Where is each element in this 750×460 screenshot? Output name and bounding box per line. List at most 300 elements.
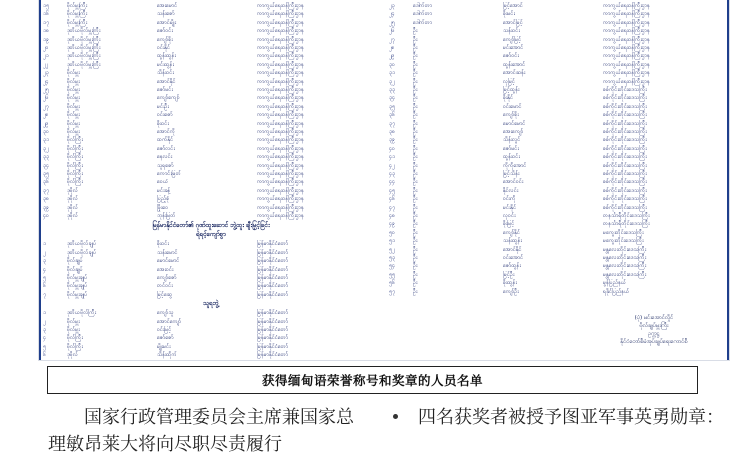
rank-cell: ဗိုလ်ကြီး	[67, 343, 83, 350]
table-row	[43, 44, 379, 52]
row-number: ၆	[43, 283, 47, 290]
name-cell: မောင်မောင်	[503, 120, 526, 127]
department-cell: မြန်မာနိုင်ငံတော်	[257, 275, 289, 281]
row-number: ၃၈	[389, 129, 396, 135]
rank-cell: ဦး	[413, 36, 418, 43]
rank-cell: ဦး	[413, 45, 418, 51]
rank-cell: ဗိုလ်မှူး	[67, 327, 80, 333]
rank-cell: ဒုဗိုလ်	[67, 352, 78, 359]
row-number: ၆	[43, 352, 47, 359]
rank-cell: ဦး	[413, 95, 418, 102]
name-cell: ဝင်းကို	[503, 196, 516, 203]
name-cell: ဇော်ဝင်း	[157, 28, 173, 35]
department-cell: ကာကွယ်ရေးဝန်ကြီးဌာန	[603, 36, 650, 43]
table-row	[389, 128, 725, 136]
department-cell: ကာကွယ်ရေးဝန်ကြီးဌာန	[257, 137, 304, 144]
table-row	[389, 220, 725, 228]
row-number: ၄၆	[389, 196, 396, 203]
row-number: ၂၇	[43, 103, 49, 110]
table-row	[389, 19, 725, 27]
rank-cell: ဦး	[413, 271, 418, 278]
row-number: ၁၅	[43, 3, 50, 9]
department-cell: ကာကွယ်ရေးဝန်ကြီးဌာန	[603, 11, 650, 18]
table-row	[43, 10, 379, 18]
rank-cell: ဦး	[413, 154, 418, 161]
name-cell: အောင်နိုင်	[157, 78, 176, 85]
name-cell: သိန်းဝင်း	[157, 70, 174, 77]
department-cell: မြန်မာနိုင်ငံတော်	[257, 343, 289, 350]
row-number: ၃၂	[389, 78, 395, 85]
row-number: ၄၃	[389, 171, 396, 177]
row-number: ၂၆	[43, 95, 49, 102]
name-cell: သန်းမောင်	[157, 249, 178, 256]
rank-cell: ဦး	[413, 238, 418, 245]
table-row	[43, 309, 379, 317]
name-cell: မောင်မောင်	[157, 258, 180, 265]
rank-cell: ဗိုလ်ကြီး	[67, 171, 83, 177]
rank-cell: ဗိုလ်မှူး	[67, 129, 80, 135]
rank-cell: ဦး	[413, 145, 418, 152]
name-cell: ဝေယံ	[157, 179, 169, 186]
rank-cell: ဦး	[413, 213, 418, 219]
rank-cell: ဦး	[413, 162, 418, 169]
name-cell: အောင်နိုင်	[503, 246, 522, 253]
name-cell: မင်းထွန်း	[157, 61, 174, 68]
table-row	[43, 19, 379, 27]
table-row	[43, 249, 379, 257]
department-cell: စစ်ကိုင်းတိုင်းဒေသကြီး	[603, 171, 647, 177]
department-cell: ကာကွယ်ရေးဝန်ကြီးဌာန	[257, 11, 304, 18]
department-cell: ကာကွယ်ရေးဝန်ကြီးဌာန	[603, 19, 650, 26]
table-row	[43, 2, 379, 10]
row-number: ၂၅	[389, 19, 395, 26]
signature-line: ဥက္ကဋ္ဌ	[648, 331, 660, 337]
table-row	[389, 229, 725, 237]
name-cell: ဖြိုးဝေ	[157, 204, 169, 211]
row-number: ၄၇	[389, 204, 396, 211]
department-cell: ကာကွယ်ရေးဝန်ကြီးဌာန	[257, 45, 304, 51]
rank-cell: ဗိုလ်ကြီး	[67, 162, 83, 169]
table-row	[43, 178, 379, 186]
table-row	[43, 27, 379, 35]
name-cell: သန်းထွန်း	[503, 238, 522, 245]
name-cell: မြင့်သိန်း	[503, 171, 520, 177]
department-cell: ကာကွယ်ရေးဝန်ကြီးဌာန	[603, 61, 650, 68]
name-cell: စိုးဝင်း	[157, 241, 169, 248]
rank-cell: ဦး	[413, 221, 418, 228]
row-number: ၁	[43, 310, 47, 317]
name-cell: သန်းဇော်	[157, 11, 175, 18]
department-cell: ကာကွယ်ရေးဝန်ကြီးဌာန	[257, 179, 304, 186]
name-cell: စိုးနိုင်	[503, 95, 514, 102]
department-cell: စစ်ကိုင်းတိုင်းဒေသကြီး	[603, 120, 647, 127]
rank-cell: ဗိုလ်မှူး	[67, 103, 80, 110]
department-cell: မန္တလေးတိုင်းဒေသကြီး	[603, 255, 647, 261]
row-number: ၃၇	[43, 187, 50, 194]
department-cell: ကာကွယ်ရေးဝန်ကြီးဌာန	[257, 187, 304, 194]
row-number: ၄၀	[389, 145, 396, 152]
rank-cell: ဗိုလ်မှူး	[67, 318, 80, 325]
rank-cell: ဦး	[413, 255, 418, 261]
name-cell: နေလင်း	[157, 154, 173, 161]
name-cell: ကောင်းမြတ်	[157, 171, 182, 177]
department-cell: ကာကွယ်ရေးဝန်ကြီးဌာန	[257, 120, 304, 127]
department-cell: ကာကွယ်ရေးဝန်ကြီးဌာန	[257, 162, 304, 169]
row-number: ၃၅	[43, 171, 50, 177]
rank-cell: ဦး	[413, 171, 418, 177]
rank-cell: ဗိုလ်ကြီး	[67, 179, 83, 186]
department-cell: စစ်ကိုင်းတိုင်းဒေသကြီး	[603, 103, 647, 110]
department-cell: မြန်မာနိုင်ငံတော်	[257, 266, 289, 273]
department-cell: ကာကွယ်ရေးဝန်ကြီးဌာန	[603, 78, 650, 85]
row-number: ၂၈	[43, 112, 49, 119]
row-number: ၅၁	[389, 238, 396, 245]
table-row	[43, 326, 379, 334]
department-cell: ကာကွယ်ရေးဝန်ကြီးဌာန	[257, 19, 304, 26]
table-row	[389, 187, 725, 195]
row-number: ၂၂	[43, 61, 49, 68]
name-cell: အောင်ကို	[157, 129, 176, 135]
table-row	[389, 254, 725, 262]
rank-cell: ဗိုလ်မှူးကြီး	[67, 19, 88, 26]
rank-cell: ဗိုလ်ကြီး	[67, 137, 83, 144]
table-row	[389, 262, 725, 270]
table-row	[43, 187, 379, 195]
rank-cell: ဒေါက်တာ	[413, 19, 433, 26]
name-cell: ကျော်စိုး	[157, 36, 173, 43]
department-cell: ကာကွယ်ရေးဝန်ကြီးဌာန	[257, 129, 304, 135]
table-row	[389, 279, 725, 287]
rank-cell: ဗိုလ်မှူး	[67, 112, 80, 119]
rank-cell: ဒုတိယဗိုလ်မှူးကြီး	[67, 36, 101, 43]
table-row	[43, 69, 379, 77]
department-cell: ကာကွယ်ရေးဝန်ကြီးဌာန	[257, 112, 304, 119]
row-number: ၅၇	[389, 288, 396, 295]
rank-cell: ဦး	[413, 129, 418, 135]
name-cell: ကျော်မြင့်	[503, 36, 522, 43]
department-cell: မြန်မာနိုင်ငံတော်	[257, 249, 289, 256]
table-row	[43, 111, 379, 119]
rank-cell: ဦး	[413, 204, 418, 211]
table-row	[389, 195, 725, 203]
section-subheading: ရဲရင့်ကျော်စွာ	[196, 231, 226, 239]
name-cell: ကျော်သူ	[157, 310, 174, 317]
table-row	[389, 170, 725, 178]
row-number: ၄၉	[389, 221, 396, 228]
row-number: ၃၆	[43, 179, 50, 186]
row-number: ၂၄	[43, 78, 49, 85]
department-cell: စစ်ကိုင်းတိုင်းဒေသကြီး	[603, 145, 647, 152]
table-row	[43, 351, 379, 359]
department-cell: ကာကွယ်ရေးဝန်ကြီးဌာန	[603, 53, 650, 60]
table-row	[389, 103, 725, 111]
department-cell: ကာကွယ်ရေးဝန်ကြီးဌာန	[257, 103, 304, 110]
name-cell: ဇော်ဝင်း	[503, 53, 519, 60]
caption-text: 获得缅甸语荣誉称号和奖章的人员名单	[261, 373, 483, 388]
rank-cell: ဒုတိယဗိုလ်မှူးကြီး	[67, 61, 101, 68]
table-row	[389, 237, 725, 245]
rank-cell: ဦး	[413, 137, 418, 144]
row-number: ၃၅	[389, 103, 396, 110]
name-cell: တင်ဝင်း	[157, 283, 173, 290]
table-row	[43, 94, 379, 102]
rank-cell: ဒုတိယဗိုလ်မှူးကြီး	[67, 45, 101, 51]
department-cell: စစ်ကိုင်းတိုင်းဒေသကြီး	[603, 154, 647, 161]
row-number: ၅၂	[389, 246, 395, 253]
table-row	[389, 288, 725, 296]
row-number: ၃၄	[389, 95, 396, 102]
name-cell: မြင့်အောင်	[503, 3, 523, 9]
table-row	[389, 10, 725, 18]
name-cell: ဇော်ဇော်	[157, 335, 174, 342]
row-number: ၇	[43, 291, 47, 298]
name-cell: မင်းနိုင်	[503, 204, 517, 211]
row-number: ၃၄	[43, 162, 50, 169]
rank-cell: ဦး	[413, 53, 418, 60]
signature-block	[589, 314, 719, 346]
table-row	[389, 271, 725, 279]
row-number: ၂၅	[43, 87, 49, 93]
rank-cell: ဗိုလ်ကြီး	[67, 145, 83, 152]
row-number: ၁၉	[43, 36, 50, 43]
department-cell: စစ်ကိုင်းတိုင်းဒေသကြီး	[603, 179, 647, 186]
table-row	[389, 44, 725, 52]
row-number: ၂၃	[43, 70, 49, 77]
department-cell: ကာကွယ်ရေးဝန်ကြီးဌာန	[257, 196, 304, 203]
rank-cell: ဦး	[413, 61, 418, 68]
name-cell: အောင်ဝင်း	[503, 179, 524, 186]
rank-cell: ဗိုလ်မှူးကြီး	[67, 11, 88, 18]
name-cell: နိုင်လင်း	[503, 187, 519, 194]
name-cell: ဇော်မင်း	[157, 87, 173, 93]
table-row	[43, 266, 379, 274]
department-cell: မကွေးတိုင်းဒေသကြီး	[603, 229, 644, 236]
rank-cell: ဗိုလ်ကြီး	[67, 335, 83, 342]
name-cell: သိန်းထိုက်	[157, 352, 177, 359]
table-row	[43, 334, 379, 342]
department-cell: မြန်မာနိုင်ငံတော်	[257, 258, 289, 265]
table-row	[43, 257, 379, 265]
rank-cell: ဗိုလ်မှူး	[67, 78, 80, 85]
row-number: ၂၆	[389, 28, 395, 35]
name-cell: မင်းခန့်	[157, 187, 171, 194]
table-row	[43, 61, 379, 69]
row-number: ၄၀	[43, 213, 50, 219]
row-number: ၄	[43, 266, 47, 273]
row-number: ၃၀	[389, 61, 396, 68]
row-number: ၁၇	[43, 19, 50, 26]
name-cell: ပြည့်စုံ	[157, 196, 170, 203]
table-row	[389, 136, 725, 144]
table-row	[389, 78, 725, 86]
table-row	[389, 162, 725, 170]
rank-cell: ဦး	[413, 28, 418, 35]
row-number: ၅၀	[389, 229, 396, 236]
rank-cell: ဒေါက်တာ	[413, 3, 433, 9]
name-cell: လှမြင့်	[503, 78, 516, 85]
table-row	[43, 291, 379, 299]
department-cell: မန္တလေးတိုင်းဒေသကြီး	[603, 263, 647, 270]
table-row	[43, 136, 379, 144]
department-cell: မန္တလေးတိုင်းဒေသကြီး	[603, 271, 647, 278]
department-cell: ကာကွယ်ရေးဝန်ကြီးဌာန	[257, 28, 304, 35]
rank-cell: ဗိုလ်မှူးကြီး	[67, 3, 88, 9]
table-row	[43, 204, 379, 212]
department-cell: ကာကွယ်ရေးဝန်ကြီးဌာန	[603, 28, 650, 35]
row-number: ၁၆	[43, 11, 50, 18]
article-paragraph-left: 国家行政管理委员会主席兼国家总理敏昂莱大将向尽职尽责履行	[48, 407, 354, 455]
name-cell: ကျော်စိုး	[503, 112, 519, 119]
department-cell: မွန်ပြည်နယ်	[603, 280, 627, 287]
row-number: ၂၉	[43, 120, 49, 127]
row-number: ၅၄	[389, 263, 396, 270]
name-cell: ကျော်နိုင်	[503, 229, 521, 236]
rank-cell: ဦး	[413, 179, 418, 186]
rank-cell: ဦး	[413, 70, 418, 77]
name-cell: မျိုးမင်း	[157, 343, 171, 350]
table-row	[43, 274, 379, 282]
table-row	[389, 94, 725, 102]
department-cell: စစ်ကိုင်းတိုင်းဒေသကြီး	[603, 95, 647, 102]
name-cell: မြင့်ဆွေ	[157, 291, 172, 298]
name-cell: အောင်မျိုး	[157, 19, 176, 26]
name-cell: အေးမောင်	[157, 3, 178, 9]
row-number: ၄၈	[389, 213, 396, 219]
name-cell: ဝင်းနိုင်	[157, 45, 171, 51]
table-left-column	[43, 0, 379, 360]
row-number: ၅၃	[389, 255, 396, 261]
department-cell: ကာကွယ်ရေးဝန်ကြီးဌာန	[603, 3, 650, 9]
signature-line: (ပုံ) မင်းအောင်လှိုင်	[634, 315, 674, 321]
department-cell: စစ်ကိုင်းတိုင်းဒေသကြီး	[603, 112, 647, 119]
rank-cell: ဒုဗိုလ်	[67, 213, 78, 219]
department-cell: ရခိုင်ပြည်နယ်	[603, 288, 630, 295]
row-number: ၄၂	[389, 162, 395, 169]
rank-cell: ဦး	[413, 246, 418, 253]
table-row	[389, 2, 725, 10]
row-number: ၃၃	[389, 87, 396, 93]
row-number: ၄၄	[389, 179, 396, 186]
name-cell: အေးကျော်	[503, 129, 524, 135]
department-cell: မြန်မာနိုင်ငံတော်	[257, 291, 289, 298]
caption-box	[47, 366, 698, 394]
department-cell: စစ်ကိုင်းတိုင်းဒေသကြီး	[603, 87, 647, 93]
table-row	[43, 282, 379, 290]
table-row	[43, 145, 379, 153]
table-row	[389, 69, 725, 77]
row-number: ၃၃	[43, 154, 50, 161]
rank-cell: ဗိုလ်ကြီး	[67, 154, 83, 161]
rank-cell: ဗိုလ်မှူးချုပ်	[67, 283, 88, 290]
name-cell: စိုးထွန်း	[503, 280, 517, 287]
table-row	[389, 27, 725, 35]
table-row	[43, 240, 379, 248]
rank-cell: ဦး	[413, 280, 418, 287]
table-row	[389, 153, 725, 161]
department-cell: ကာကွယ်ရေးဝန်ကြီးဌာန	[257, 213, 304, 219]
name-cell: သန်းဝင်း	[503, 28, 520, 35]
department-cell: မြန်မာနိုင်ငံတော်	[257, 335, 289, 342]
row-number: ၃	[43, 327, 47, 333]
rank-cell: ဗိုလ်မှူးချုပ်	[67, 291, 88, 298]
row-number: ၄	[43, 335, 47, 342]
name-cell: အေးဝင်း	[157, 266, 174, 273]
table-row	[389, 36, 725, 44]
name-cell: ဝင်းမြင့်	[157, 327, 172, 333]
row-number: ၂၈	[389, 45, 395, 51]
table-row	[43, 128, 379, 136]
rank-cell: ဦး	[413, 103, 418, 110]
row-number: ၂၄	[389, 11, 395, 18]
row-number: ၃၁	[43, 137, 50, 144]
section-subheading: သူရဘွဲ့	[203, 300, 219, 308]
row-number: ၃၉	[389, 137, 396, 144]
row-number: ၁၈	[43, 28, 50, 35]
name-cell: အောင်မြင့်	[503, 19, 523, 26]
rank-cell: ဗိုလ်မှူး	[67, 120, 80, 127]
rank-cell: ဒုတိယဗိုလ်ချုပ်	[67, 241, 97, 248]
table-row	[389, 212, 725, 220]
rank-cell: ဦး	[413, 78, 418, 85]
rank-cell: ဦး	[413, 112, 418, 119]
row-number: ၂	[43, 318, 46, 325]
table-row	[43, 162, 379, 170]
rank-cell: ဦး	[413, 229, 418, 236]
table-row	[43, 120, 379, 128]
department-cell: မန္တလေးတိုင်းဒေသကြီး	[603, 246, 647, 253]
row-number: ၃၁	[389, 70, 396, 77]
department-cell: ကာကွယ်ရေးဝန်ကြီးဌာန	[257, 95, 304, 102]
row-number: ၃၉	[43, 204, 50, 211]
rank-cell: ဗိုလ်မှူး	[67, 95, 80, 102]
department-cell: ကာကွယ်ရေးဝန်ကြီးဌာန	[257, 36, 304, 43]
department-cell: စစ်ကိုင်းတိုင်းဒေသကြီး	[603, 187, 647, 194]
row-number: ၃၆	[389, 112, 396, 119]
name-cell: ထွန်းထွန်း	[157, 53, 176, 60]
department-cell: မြန်မာနိုင်ငံတော်	[257, 352, 289, 359]
department-cell: ကာကွယ်ရေးဝန်ကြီးဌာန	[603, 70, 650, 77]
rank-cell: ဗိုလ်မှူးချုပ်	[67, 275, 88, 281]
table-row	[43, 195, 379, 203]
table-row	[43, 36, 379, 44]
rank-cell: ဦး	[413, 120, 418, 127]
row-number: ၅	[43, 343, 47, 350]
name-cell: ကျော်ဇော်	[157, 275, 177, 281]
rank-cell: ဒုဗိုလ်	[67, 196, 78, 203]
section-heading: မြန်မာနိုင်ငံတော်၏ ဂုဏ်ထူးဆောင် ဘွဲ့ထူး ချီးမြှင့်ခြင်း	[152, 222, 270, 230]
department-cell: စစ်ကိုင်းတိုင်းဒေသကြီး	[603, 162, 647, 169]
department-cell: စစ်ကိုင်းတိုင်းဒေသကြီး	[603, 129, 647, 135]
rank-cell: ဒုတိယဗိုလ်ချုပ်	[67, 249, 97, 256]
row-number: ၃၀	[43, 129, 50, 135]
department-cell: ကာကွယ်ရေးဝန်ကြီးဌာန	[257, 154, 304, 161]
bullet-icon	[393, 414, 398, 419]
table-row	[389, 178, 725, 186]
name-cell: ဝင်းအောင်	[503, 255, 524, 261]
table-row	[389, 204, 725, 212]
row-number: ၂၃	[389, 3, 395, 9]
table-row	[389, 145, 725, 153]
name-cell: မင်းအောင်	[503, 45, 524, 51]
name-cell: ထက်နိုင်	[157, 137, 174, 144]
name-cell: သူရဇော်	[157, 162, 174, 169]
name-cell: အောင်ဆန်း	[503, 70, 526, 77]
row-number: ၄၅	[389, 187, 396, 194]
table-right-column	[389, 0, 725, 360]
row-number: ၂၁	[43, 53, 49, 60]
department-cell: တနင်္သာရီတိုင်းဒေသကြီး	[603, 213, 650, 219]
name-cell: စိုးဝင်း	[157, 120, 169, 127]
